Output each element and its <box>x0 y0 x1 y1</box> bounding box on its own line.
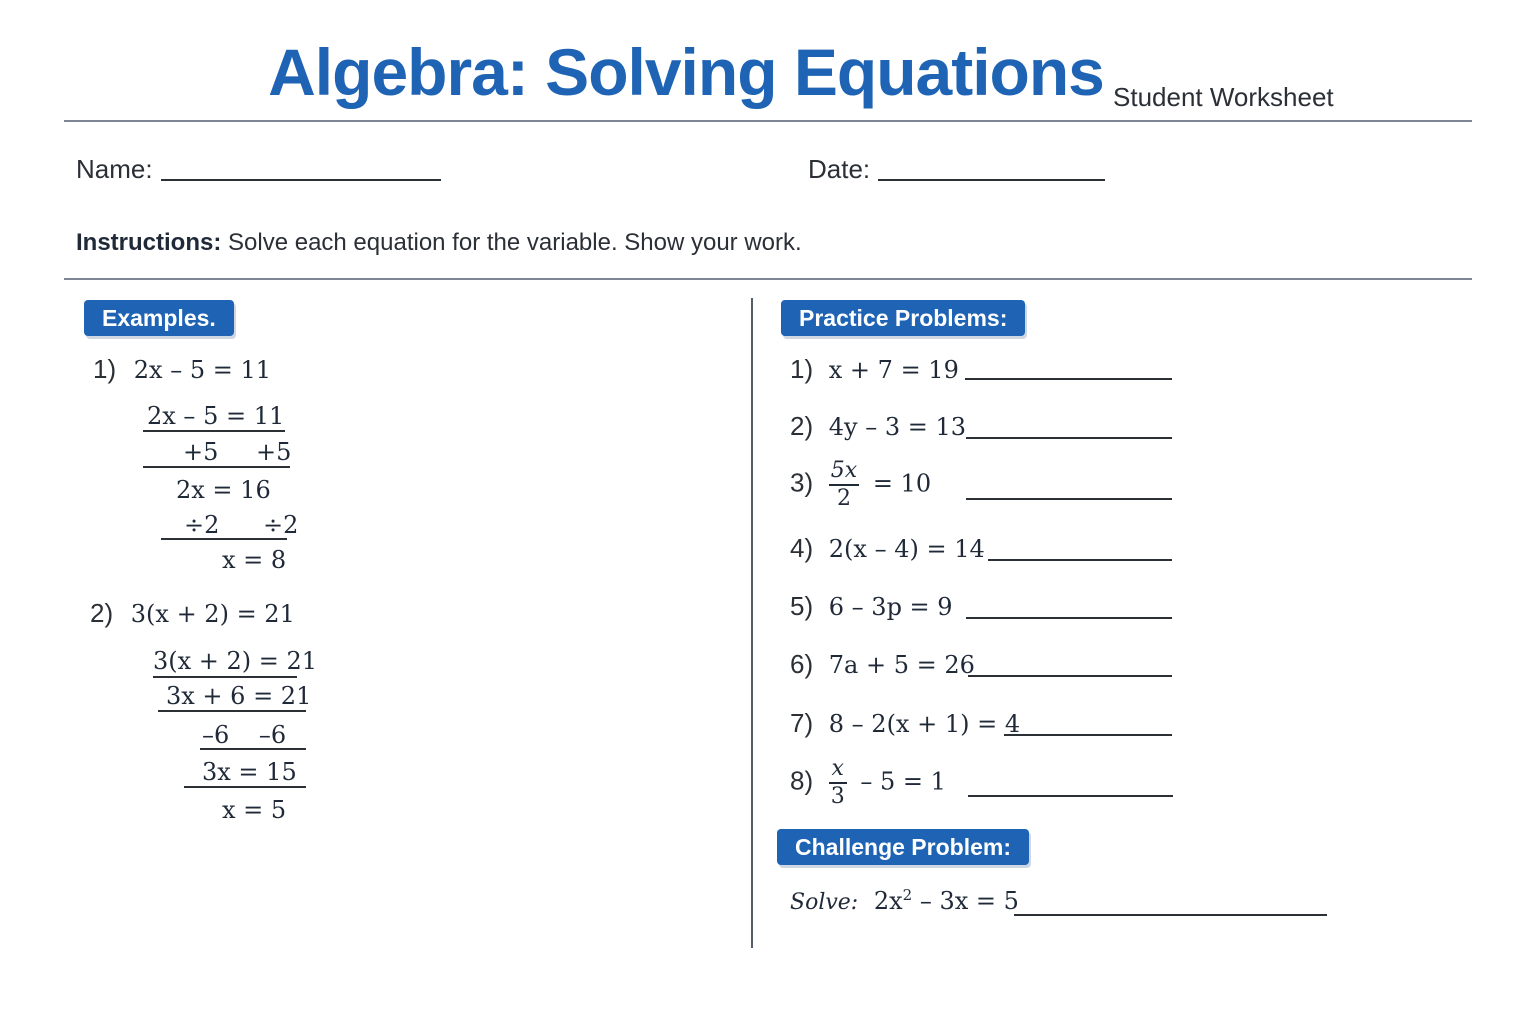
practice-problem <box>790 756 946 810</box>
column-divider <box>751 298 753 948</box>
worksheet-subtitle: Student Worksheet <box>1113 82 1334 112</box>
name-label: Name: <box>76 154 153 184</box>
work-line <box>143 466 290 468</box>
instructions-label: Instructions: <box>76 229 222 256</box>
example-2-step: 3(x + 2) = 21 <box>153 647 318 675</box>
problem-equation: 7a + 5 = 26 <box>828 651 975 679</box>
example-2-answer: x = 5 <box>222 796 287 824</box>
problem-number: 2) <box>790 411 814 441</box>
answer-blank[interactable] <box>966 437 1172 439</box>
practice-problem <box>790 591 953 622</box>
fraction-numerator: x <box>829 756 847 784</box>
problem-number: 3) <box>790 467 814 498</box>
example-2-step: –6 –6 <box>202 721 287 749</box>
challenge-heading: Challenge Problem: <box>777 829 1029 865</box>
challenge-problem <box>790 886 1019 915</box>
fraction-numerator: 5x <box>829 458 859 486</box>
problem-equation: 6 – 3p = 9 <box>828 593 953 621</box>
example-1-answer: x = 8 <box>222 546 287 574</box>
answer-blank[interactable] <box>1004 734 1172 736</box>
example-1-step: +5 +5 <box>183 438 292 466</box>
work-line <box>143 430 285 432</box>
practice-problem <box>790 411 966 442</box>
instructions-text: Solve each equation for the variable. Show your work. <box>228 229 802 256</box>
answer-blank[interactable] <box>968 675 1172 677</box>
name-field[interactable] <box>161 179 441 181</box>
problem-equation: 2(x – 4) = 14 <box>828 535 985 563</box>
example-number: 2) <box>90 598 114 628</box>
problem-number: 8) <box>790 765 814 796</box>
example-1-step: 2x – 5 = 11 <box>147 402 285 430</box>
instructions-divider <box>64 278 1472 280</box>
date-label: Date: <box>808 154 871 184</box>
problem-number: 4) <box>790 533 814 563</box>
problem-equation-rest: – 5 = 1 <box>860 767 946 796</box>
answer-blank[interactable] <box>965 378 1172 380</box>
answer-blank[interactable] <box>988 559 1172 561</box>
problem-equation: 4y – 3 = 13 <box>828 413 967 441</box>
challenge-base: 2x <box>873 887 903 915</box>
problem-number: 6) <box>790 649 814 679</box>
example-1-step: ÷2 ÷2 <box>184 511 299 539</box>
work-line <box>158 710 306 712</box>
example-equation: 3(x + 2) = 21 <box>130 600 295 628</box>
practice-problem <box>790 708 1020 739</box>
problem-number: 1) <box>790 354 814 384</box>
work-line <box>184 786 306 788</box>
answer-blank[interactable] <box>966 617 1172 619</box>
problem-number: 7) <box>790 708 814 738</box>
practice-problem <box>790 354 959 385</box>
work-line <box>200 748 306 750</box>
problem-equation: x + 7 = 19 <box>828 356 959 384</box>
instructions <box>76 229 802 257</box>
answer-blank[interactable] <box>968 795 1173 797</box>
worksheet-title: Algebra: Solving Equations <box>268 35 1104 109</box>
example-2-step: 3x + 6 = 21 <box>166 682 312 710</box>
fraction <box>829 458 859 512</box>
practice-problem <box>790 533 985 564</box>
practice-problem <box>790 649 975 680</box>
practice-problem <box>790 458 931 512</box>
answer-blank[interactable] <box>1014 914 1327 916</box>
answer-blank[interactable] <box>966 498 1172 500</box>
date-field[interactable] <box>878 179 1105 181</box>
work-line <box>153 676 297 678</box>
challenge-label: Solve: <box>790 890 859 915</box>
examples-heading: Examples. <box>84 300 234 336</box>
challenge-exponent: 2 <box>902 886 913 904</box>
example-1 <box>93 354 271 385</box>
problem-equation-rest: = 10 <box>872 469 932 498</box>
problem-equation: 8 – 2(x + 1) = 4 <box>828 710 1021 738</box>
fraction <box>829 756 847 810</box>
example-number: 1) <box>93 354 117 384</box>
fraction-denominator: 3 <box>830 784 845 809</box>
example-1-step: 2x = 16 <box>176 476 271 504</box>
example-equation: 2x – 5 = 11 <box>133 356 272 384</box>
work-line <box>161 538 287 540</box>
problem-number: 5) <box>790 591 814 621</box>
fraction-denominator: 2 <box>836 486 851 511</box>
challenge-rest: – 3x = 5 <box>919 887 1019 915</box>
header-divider <box>64 120 1472 122</box>
example-2 <box>90 598 295 629</box>
example-2-step: 3x = 15 <box>202 758 297 786</box>
practice-heading: Practice Problems: <box>781 300 1025 336</box>
